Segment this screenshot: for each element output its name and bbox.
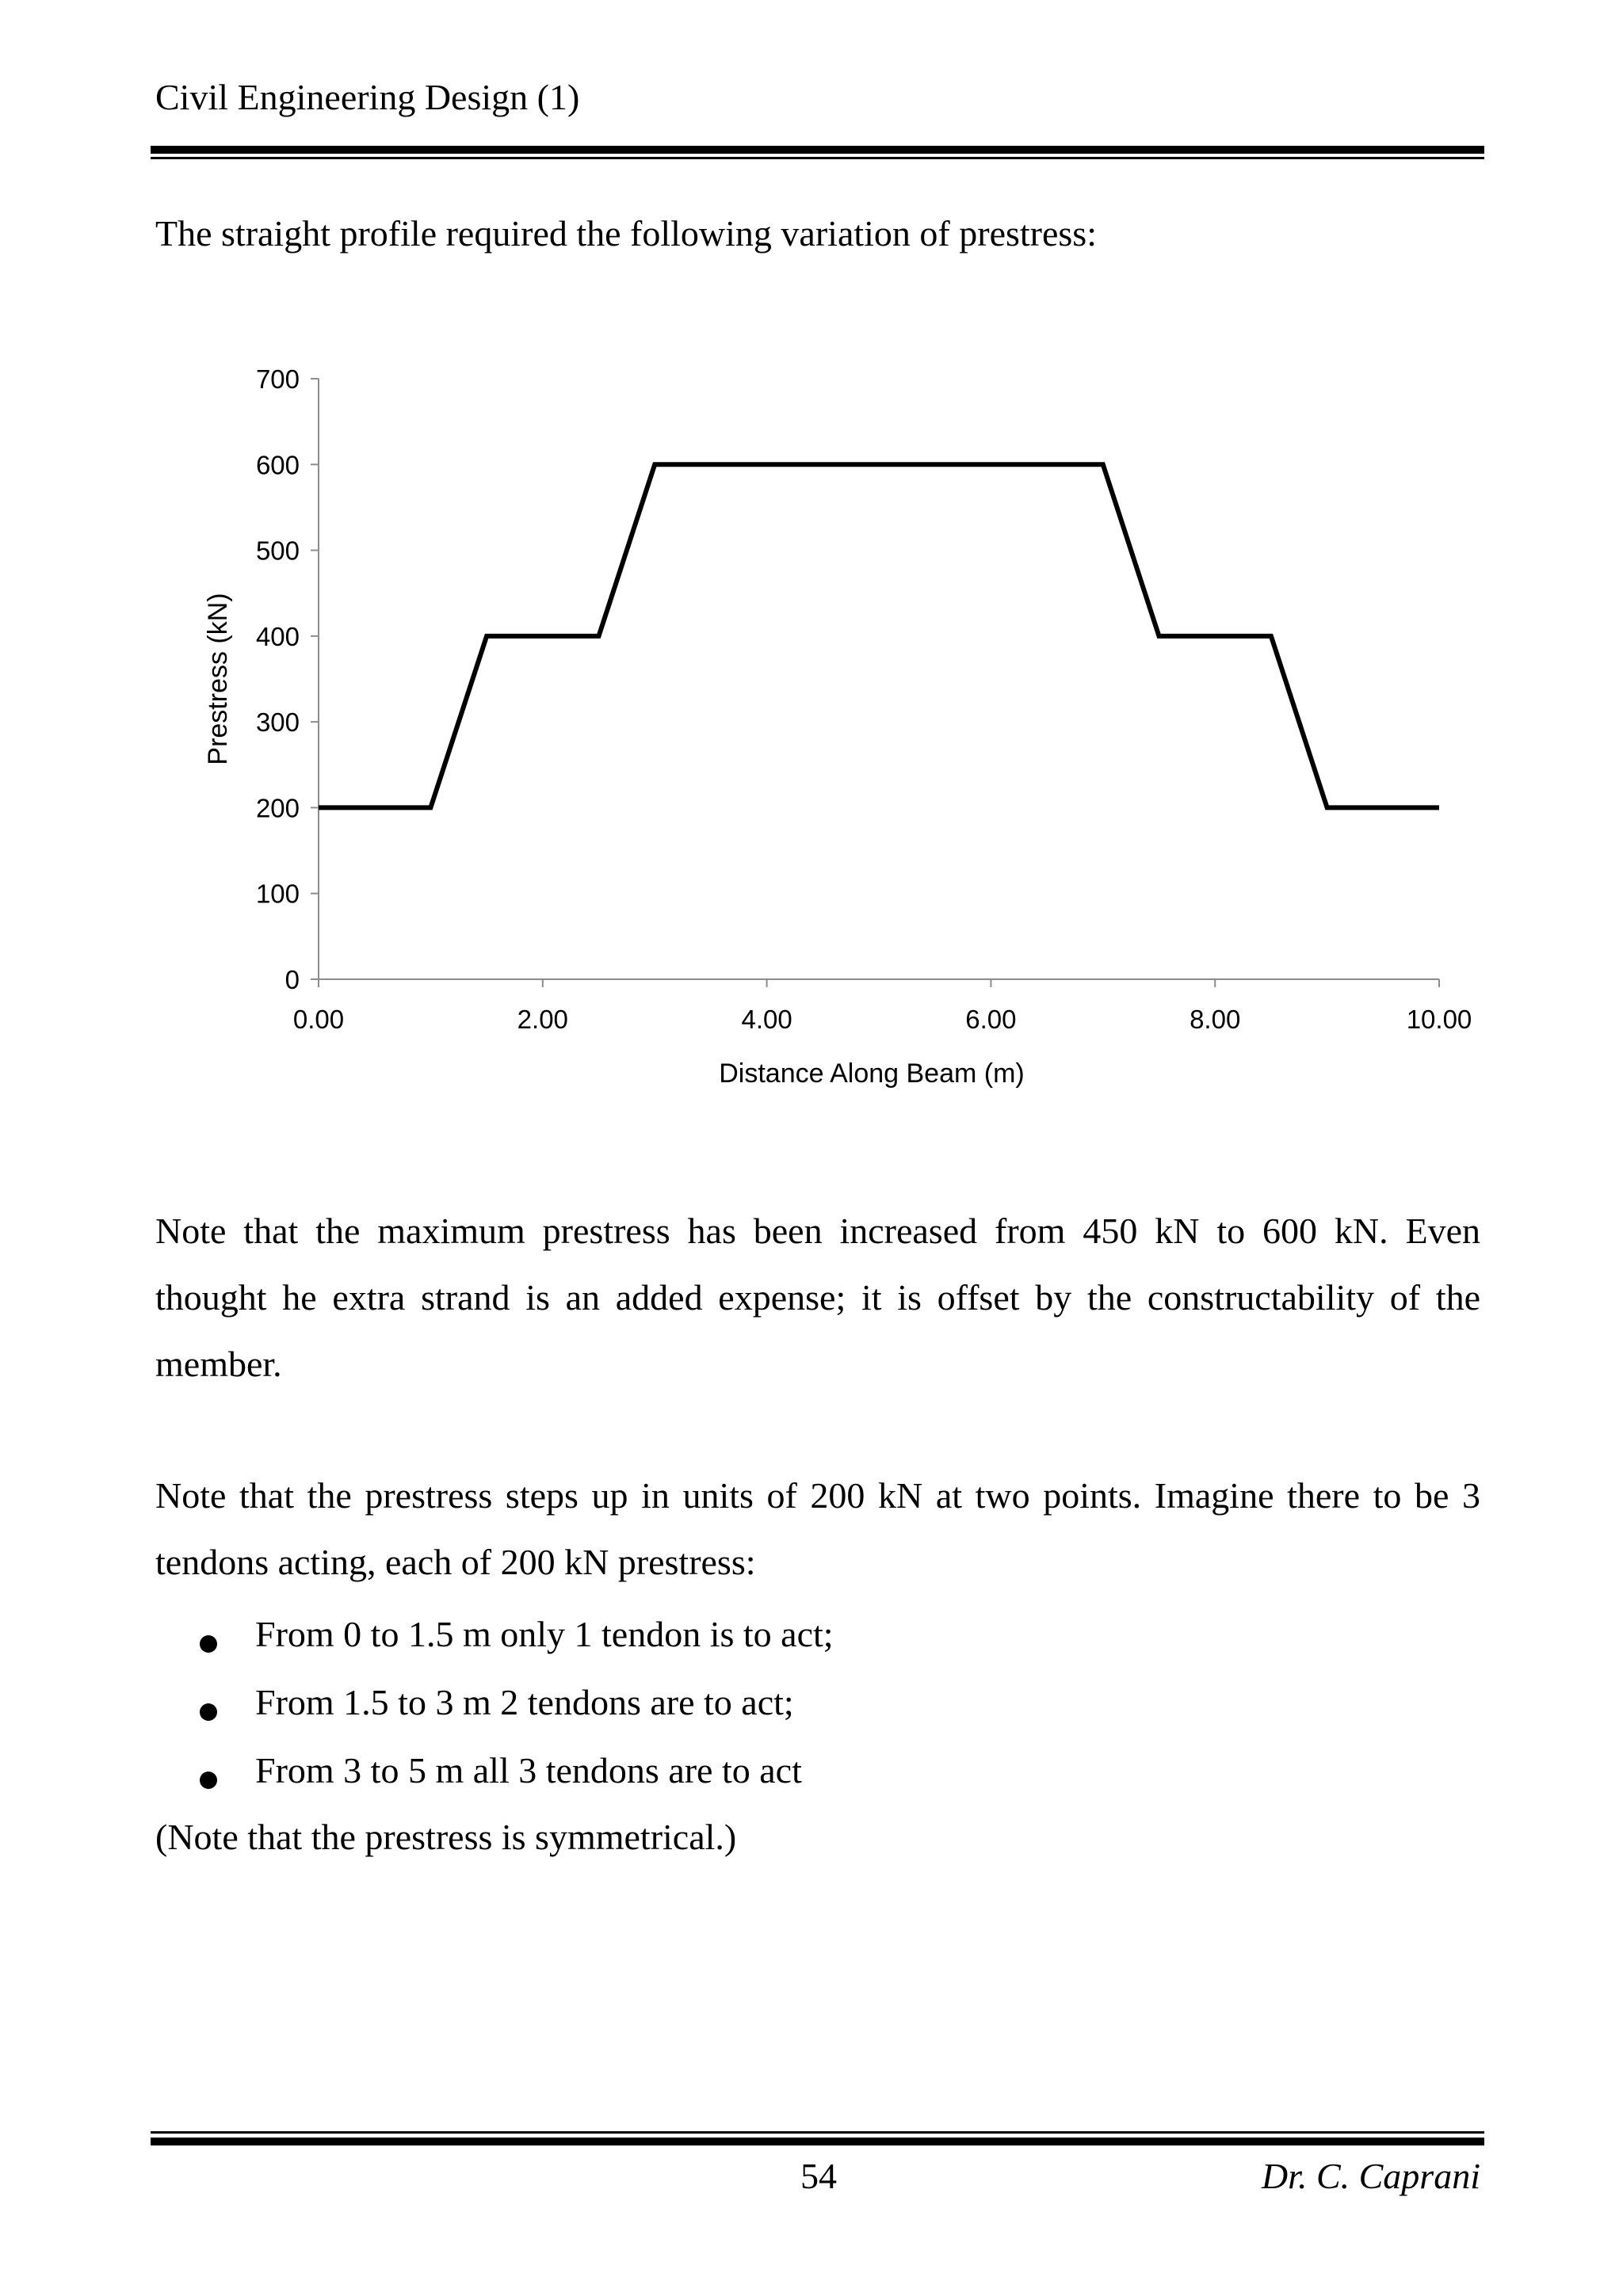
x-tick-label: 0.00: [292, 1005, 345, 1034]
x-tick-label: 8.00: [1190, 1005, 1241, 1034]
chart-axes: [319, 379, 1439, 979]
y-tick-label: 300: [255, 707, 300, 738]
bullet-text: From 3 to 5 m all 3 tendons are to act: [255, 1750, 802, 1791]
y-tick-label: 400: [255, 621, 300, 651]
closing-note: (Note that the prestress is symmetrical.): [155, 1817, 737, 1857]
x-tick-label: 4.00: [741, 1005, 792, 1034]
y-tick-label: 500: [255, 536, 300, 566]
intro-text: The straight profile required the following variation of prestress:: [155, 213, 1097, 254]
bullet-icon: [200, 1635, 217, 1653]
bullet-icon: [200, 1772, 217, 1789]
bullet-icon: [200, 1703, 217, 1721]
y-axis-label: Prestress (kN): [203, 593, 233, 765]
y-tick-label: 0: [285, 965, 300, 994]
y-tick-label: 100: [255, 879, 300, 909]
note-paragraph-1: Note that the maximum prestress has been increased from 450 kN to 600 kN. Even thought he extra strand is an added expense; it is offset by the constructability of the member.: [155, 1211, 1480, 1384]
y-tick-label: 700: [255, 364, 300, 394]
bullet-text: From 0 to 1.5 m only 1 tendon is to act;: [255, 1614, 834, 1654]
page-number: 54: [800, 2156, 837, 2196]
x-tick-label: 2.00: [517, 1005, 568, 1034]
x-tick-label: 10.00: [1406, 1005, 1472, 1034]
x-axis-label: Distance Along Beam (m): [719, 1058, 1025, 1089]
footer-rule-thin: [151, 2131, 1484, 2134]
prestress-series-line: [319, 464, 1439, 807]
y-tick-label: 600: [255, 450, 300, 480]
bullet-text: From 1.5 to 3 m 2 tendons are to act;: [255, 1682, 794, 1722]
y-tick-label: 200: [255, 793, 300, 823]
x-tick-label: 6.00: [965, 1005, 1017, 1034]
prestress-chart: [0, 0, 1623, 1125]
header-title: Civil Engineering Design (1): [155, 77, 580, 117]
note-paragraph-2: Note that the prestress steps up in units of 200 kN at two points. Imagine there to be 3 tendons acting, each of 200 kN prestress:: [155, 1475, 1480, 1582]
footer-author: Dr. C. Caprani: [1261, 2156, 1480, 2196]
footer-rule-thick: [151, 2138, 1484, 2145]
